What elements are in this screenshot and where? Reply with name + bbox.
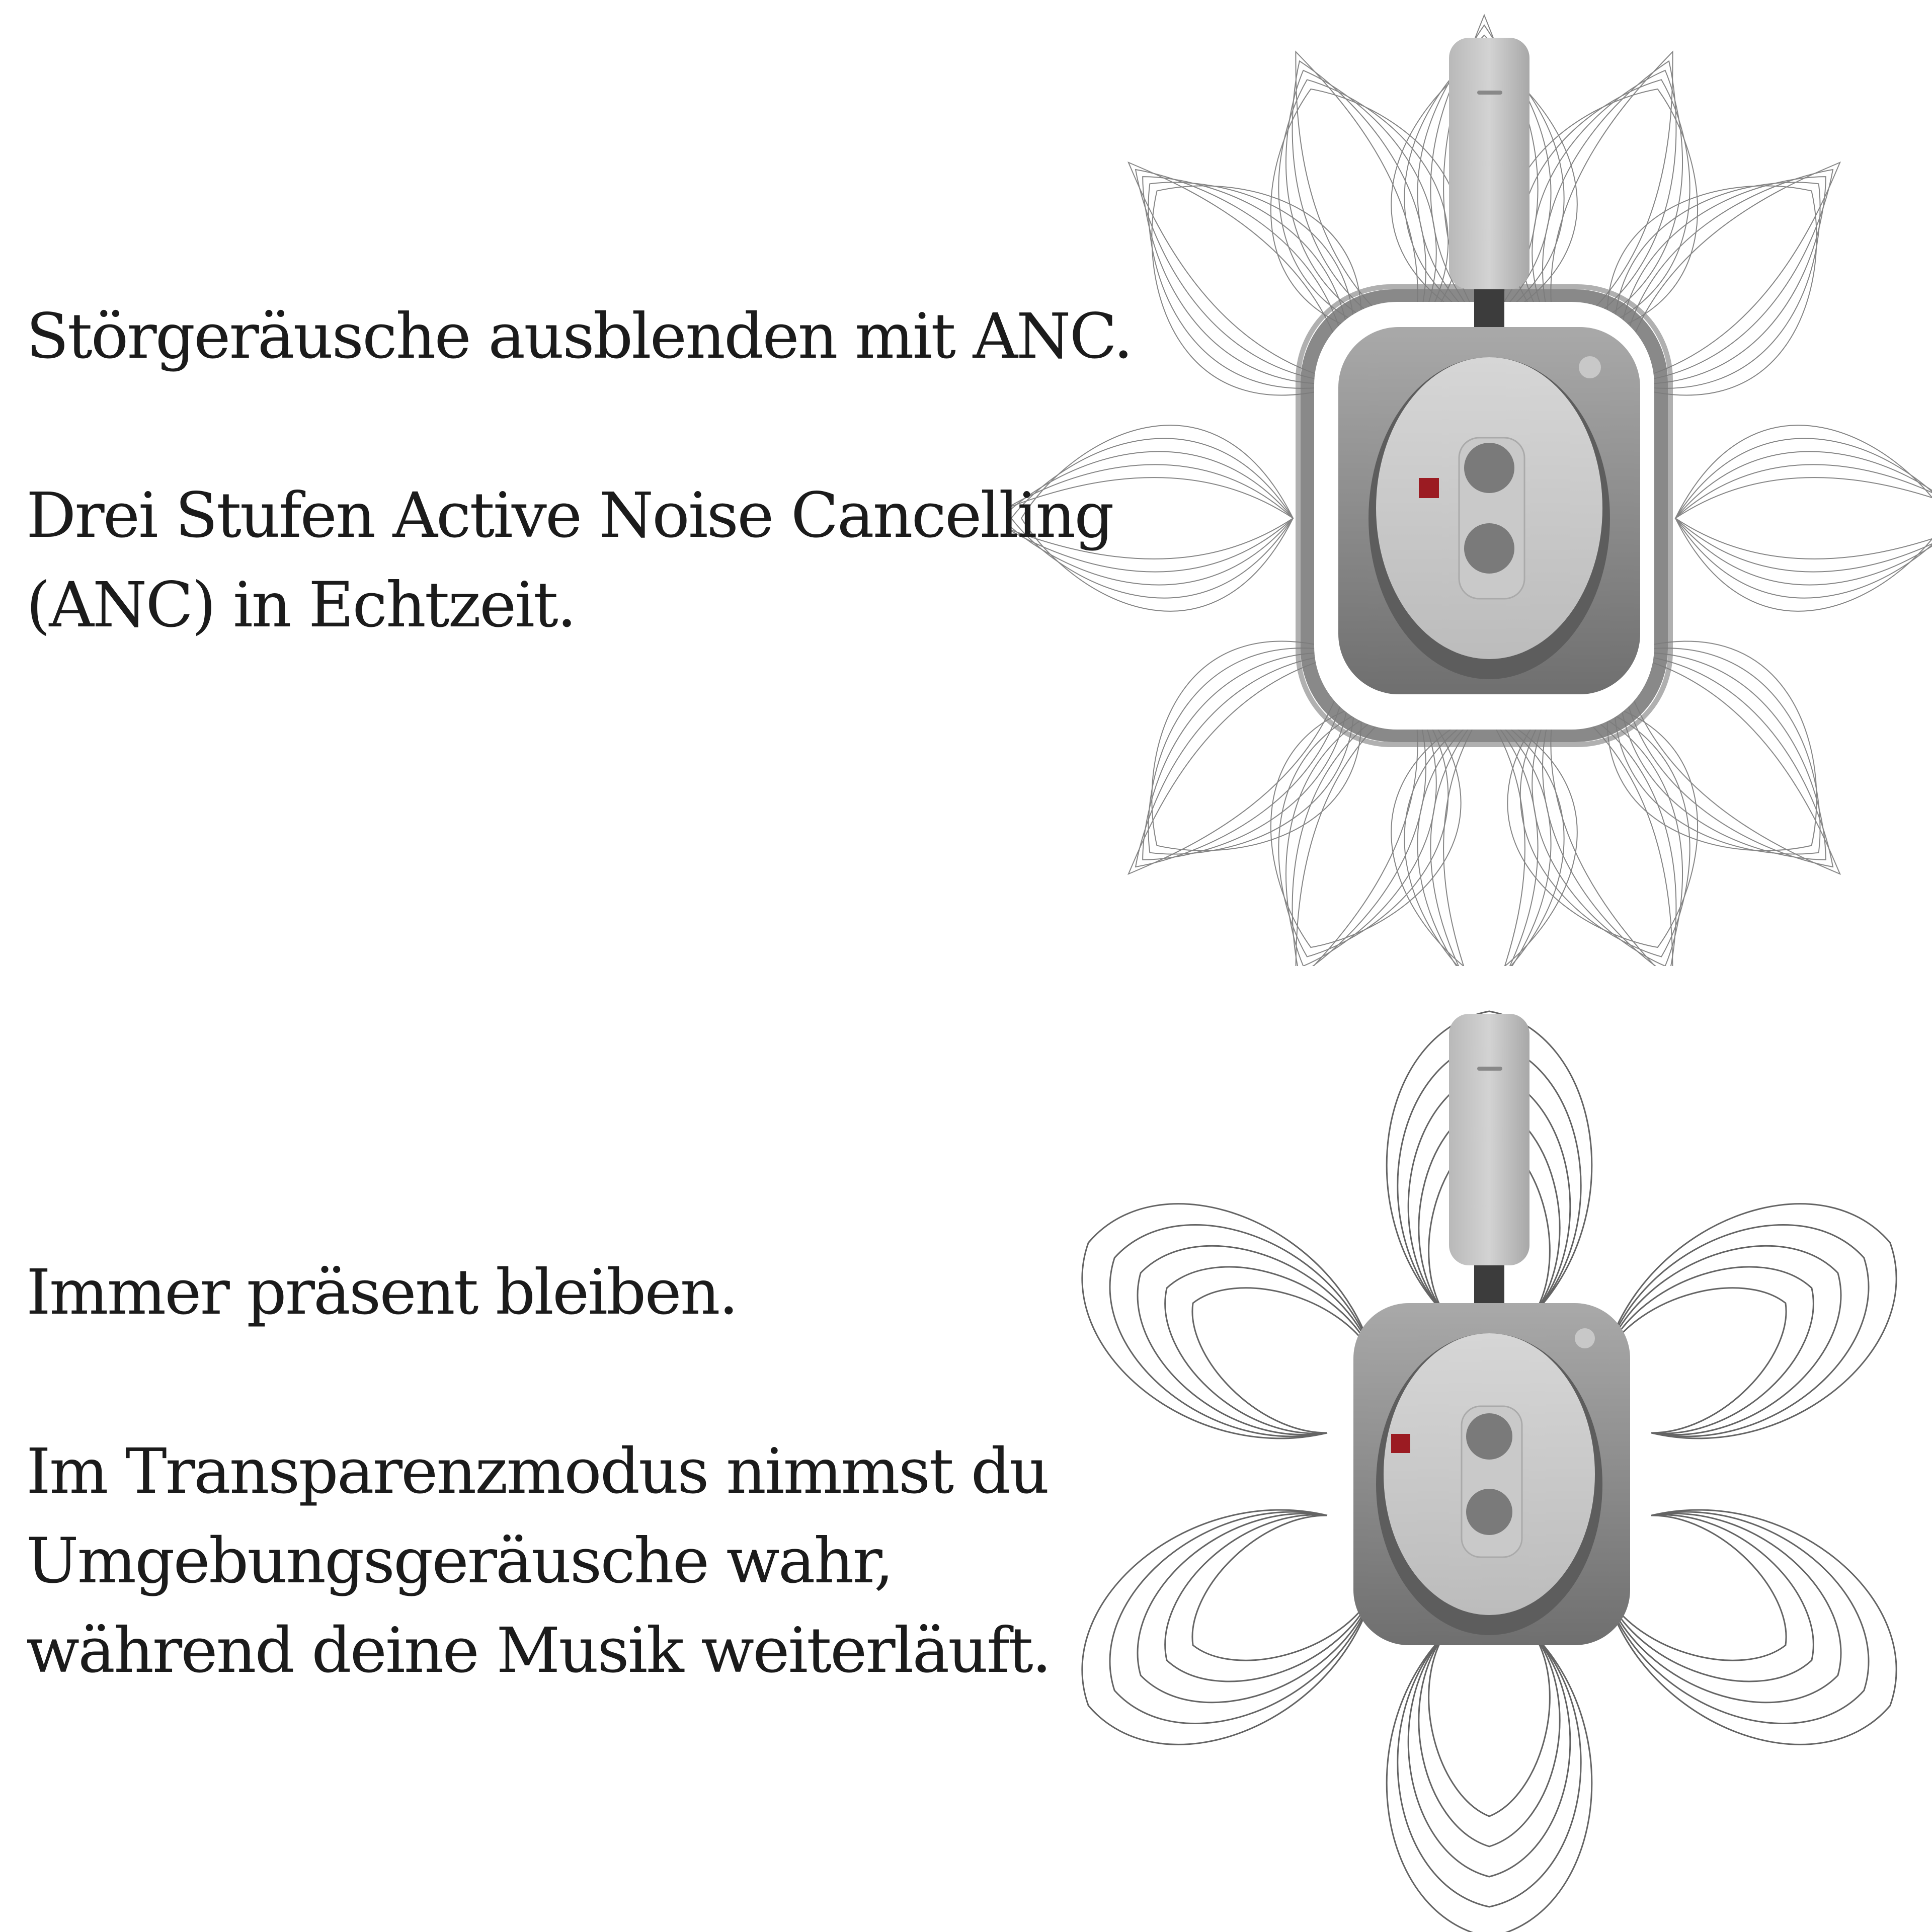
red-square-icon: [1391, 1434, 1410, 1453]
transparency-body-line-3: während deine Musik weiterläuft.: [26, 1615, 1051, 1687]
anc-headline: Störgeräusche ausblenden mit ANC.: [26, 300, 1132, 373]
headband-icon: [1449, 38, 1530, 289]
transparency-body-line-2: Umgebungsgeräusche wahr,: [26, 1525, 893, 1597]
anc-body-line-2: (ANC) in Echtzeit.: [26, 569, 576, 641]
red-square-icon: [1419, 478, 1439, 498]
headband-icon: [1449, 1014, 1530, 1265]
headphone-with-noise-waves-icon: [1006, 0, 1932, 966]
headphone-with-ambient-waves-icon: [1006, 966, 1932, 1932]
transparency-body-line-1: Im Transparenzmodus nimmst du: [26, 1435, 1048, 1508]
anc-text: [26, 292, 1133, 650]
transparency-section: [0, 966, 1932, 1932]
anc-body-line-1: Drei Stufen Active Noise Cancelling: [26, 479, 1113, 552]
transparency-text: [26, 1248, 1133, 1696]
transparency-headline: Immer präsent bleiben.: [26, 1256, 738, 1329]
